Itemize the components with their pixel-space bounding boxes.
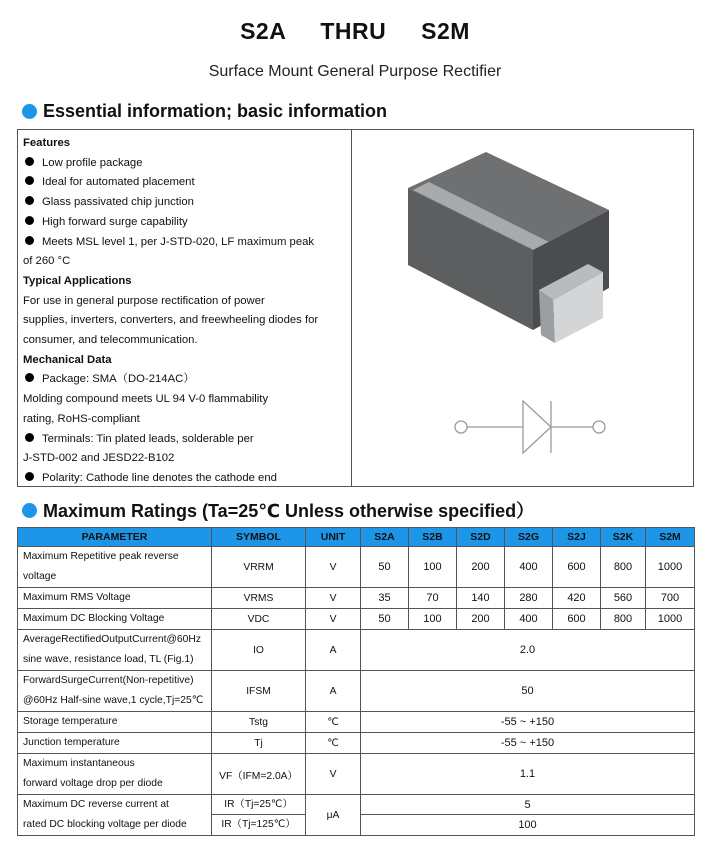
value-subcell: 5 (361, 795, 694, 815)
feature-item: Meets MSL level 1, per J-STD-020, LF maximum peak (23, 233, 346, 253)
value-cell: 1000 (646, 609, 695, 630)
feature-item: Ideal for automated placement (23, 173, 346, 193)
column-header: S2B (409, 528, 457, 547)
symbol-cell: Tj (212, 733, 306, 754)
value-cell: -55 ~ +150 (361, 733, 695, 754)
symbol-cell: VDC (212, 609, 306, 630)
value-cell: 400 (505, 547, 553, 588)
table-header-row (18, 528, 695, 547)
param-cell: Storage temperature (18, 712, 212, 733)
mechanical-line: Molding compound meets UL 94 V-0 flammability (23, 393, 269, 406)
column-header: S2A (361, 528, 409, 547)
symbol-subcell: IR（Tj=25℃） (212, 795, 305, 815)
bullet-dot-icon (22, 503, 37, 518)
unit-cell: V (306, 754, 361, 795)
column-header: S2D (457, 528, 505, 547)
features-title: Features (23, 137, 71, 149)
column-header: S2M (646, 528, 695, 547)
value-cell: 50 (361, 547, 409, 588)
table-row (18, 733, 695, 754)
column-header: S2J (553, 528, 601, 547)
unit-cell: μA (306, 795, 361, 836)
param-cell: AverageRectifiedOutputCurrent@60Hz sine wave, resistance load, TL (Fig.1) (18, 630, 212, 671)
mechanical-item: Package: SMA（DO-214AC） (23, 370, 346, 390)
column-header: PARAMETER (18, 528, 212, 547)
param-cell: ForwardSurgeCurrent(Non-repetitive) @60Hz Half-sine wave,1 cycle,Tj=25℃ (18, 671, 212, 712)
column-header: S2G (505, 528, 553, 547)
column-header: S2K (601, 528, 646, 547)
value-cell: 35 (361, 588, 409, 609)
package-image-panel (353, 130, 694, 486)
table-row (18, 588, 695, 609)
symbol-cell (212, 795, 306, 836)
table-row (18, 754, 695, 795)
page-title: S2A THRU S2M (240, 18, 470, 44)
column-header: UNIT (306, 528, 361, 547)
feature-item-cont: of 260 °C (23, 255, 71, 268)
value-cell: 100 (409, 547, 457, 588)
value-cell: 600 (553, 609, 601, 630)
applications-line: For use in general purpose rectification of power (23, 294, 265, 307)
table-row (18, 712, 695, 733)
info-text-panel (18, 130, 352, 486)
table-row (18, 609, 695, 630)
unit-cell: A (306, 671, 361, 712)
mechanical-line: rating, RoHS-compliant (23, 412, 140, 425)
unit-cell: ℃ (306, 733, 361, 754)
mechanical-item: Polarity: Cathode line denotes the cathode end (23, 469, 346, 489)
applications-title: Typical Applications (23, 274, 132, 287)
max-ratings-table (17, 527, 695, 836)
value-cell: -55 ~ +150 (361, 712, 695, 733)
symbol-cell: VF（IFM=2.0A） (212, 754, 306, 795)
param-cell: Maximum Repetitive peak reverse voltage (18, 547, 212, 588)
column-header: SYMBOL (212, 528, 306, 547)
applications-line: supplies, inverters, converters, and freewheeling diodes for (23, 314, 319, 327)
symbol-cell: VRMS (212, 588, 306, 609)
value-cell: 2.0 (361, 630, 695, 671)
section-heading-max-ratings (22, 497, 534, 523)
mechanical-line: J-STD-002 and JESD22-B102 (23, 452, 175, 465)
unit-cell: ℃ (306, 712, 361, 733)
value-cell: 50 (361, 609, 409, 630)
value-cell: 140 (457, 588, 505, 609)
value-cell: 420 (553, 588, 601, 609)
diode-symbol-icon (455, 401, 605, 453)
applications-line: consumer, and telecommunication. (23, 334, 198, 347)
table-row (18, 671, 695, 712)
value-cell: 600 (553, 547, 601, 588)
value-cell: 70 (409, 588, 457, 609)
info-box (17, 129, 694, 487)
unit-cell: V (306, 588, 361, 609)
symbol-cell: IO (212, 630, 306, 671)
value-cell: 400 (505, 609, 553, 630)
value-cell: 1.1 (361, 754, 695, 795)
value-cell: 1000 (646, 547, 695, 588)
param-cell: Maximum DC reverse current at rated DC blocking voltage per diode (18, 795, 212, 836)
value-cell: 50 (361, 671, 695, 712)
value-cell: 560 (601, 588, 646, 609)
param-cell: Maximum DC Blocking Voltage (18, 609, 212, 630)
value-cell: 100 (409, 609, 457, 630)
symbol-cell: Tstg (212, 712, 306, 733)
unit-cell: V (306, 609, 361, 630)
value-cell: 200 (457, 609, 505, 630)
section-heading-text: Maximum Ratings (Ta=25℃ Unless otherwise specified） (43, 501, 535, 521)
param-cell: Junction temperature (18, 733, 212, 754)
param-cell: Maximum instantaneous forward voltage drop per diode (18, 754, 212, 795)
param-cell: Maximum RMS Voltage (18, 588, 212, 609)
symbol-cell: VRRM (212, 547, 306, 588)
unit-cell: A (306, 630, 361, 671)
table-row (18, 547, 695, 588)
value-cell: 280 (505, 588, 553, 609)
value-cell: 200 (457, 547, 505, 588)
page-subtitle: Surface Mount General Purpose Rectifier (208, 63, 502, 80)
sma-package-image (353, 130, 694, 488)
feature-item: Glass passivated chip junction (23, 193, 346, 213)
symbol-subcell: IR（Tj=125℃） (221, 819, 296, 830)
bullet-dot-icon (22, 104, 37, 119)
table-row (18, 795, 695, 836)
value-cell: 800 (601, 609, 646, 630)
symbol-cell: IFSM (212, 671, 306, 712)
value-cell (361, 795, 695, 836)
feature-item: Low profile package (23, 154, 346, 174)
mechanical-title: Mechanical Data (23, 353, 112, 366)
value-subcell: 100 (518, 819, 537, 831)
feature-item: High forward surge capability (23, 213, 346, 233)
mechanical-item: Terminals: Tin plated leads, solderable per (23, 430, 346, 450)
table-row (18, 630, 695, 671)
unit-cell: V (306, 547, 361, 588)
value-cell: 700 (646, 588, 695, 609)
section-heading-basic-info (22, 101, 387, 122)
value-cell: 800 (601, 547, 646, 588)
section-heading-text: Essential information; basic information (43, 101, 388, 121)
